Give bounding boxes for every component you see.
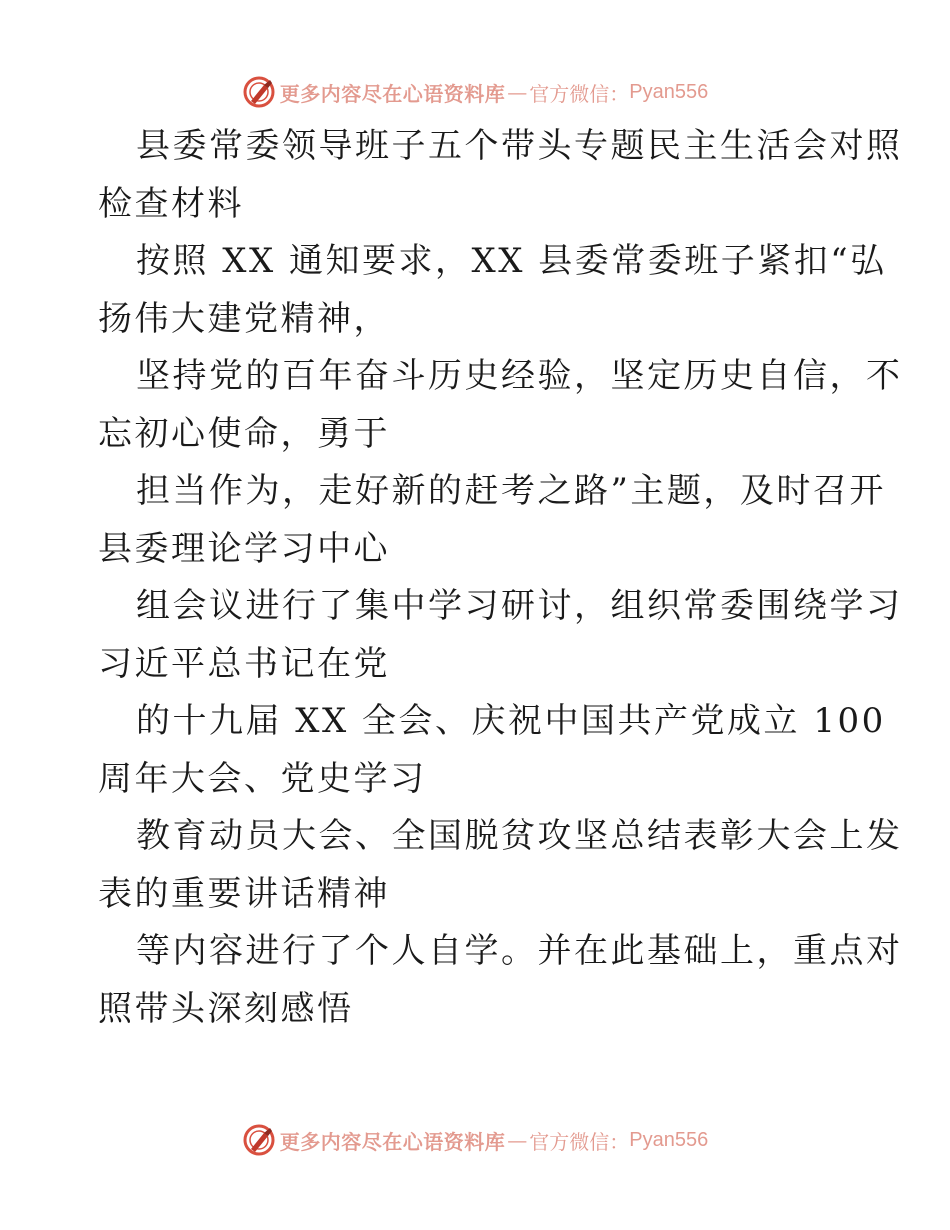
document-line: 照带头深刻感悟 <box>98 988 354 1029</box>
document-line: 教育动员大会、全国脱贫攻坚总结表彰大会上发 <box>136 816 903 856</box>
document-line: 扬伟大建党精神， <box>98 298 390 339</box>
header-wechat-label: 官方微信： <box>529 81 630 106</box>
document-line: 周年大会、党史学习 <box>98 758 427 799</box>
document-line: 等内容进行了个人自学。并在此基础上，重点对 <box>136 931 903 971</box>
document-body <box>98 118 903 1038</box>
document-line: 表的重要讲话精神 <box>98 873 390 914</box>
document-line: 习近平总书记在党 <box>98 643 390 684</box>
document-line: 的十九届 XX 全会、庆祝中国共产党成立 100 <box>136 701 886 741</box>
document-line: 县委理论学习中心 <box>98 528 390 569</box>
header-brand-text: 更多内容尽在心语资料库 <box>279 81 506 106</box>
footer-wechat-label: 官方微信： <box>529 1129 630 1154</box>
pen-nib-seal-icon <box>242 75 276 109</box>
document-line: 忘初心使命，勇于 <box>98 413 390 454</box>
header-wechat-id: Pyan556 <box>629 80 709 103</box>
footer-banner <box>0 1120 950 1160</box>
footer-wechat-id: Pyan556 <box>629 1128 709 1151</box>
document-line: 坚持党的百年奋斗历史经验，坚定历史自信，不 <box>136 356 903 396</box>
document-line: 组会议进行了集中学习研讨，组织常委围绕学习 <box>136 586 903 626</box>
header-banner <box>0 72 950 112</box>
pen-nib-seal-icon <box>242 1123 276 1157</box>
footer-separator: — <box>507 1128 528 1152</box>
header-separator: — <box>507 80 528 104</box>
document-line: 检查材料 <box>98 183 244 224</box>
document-line: 担当作为，走好新的赶考之路”主题，及时召开 <box>136 471 886 511</box>
document-line: 按照 XX 通知要求，XX 县委常委班子紧扣“弘 <box>136 241 887 281</box>
footer-brand-text: 更多内容尽在心语资料库 <box>279 1129 506 1154</box>
document-line: 县委常委领导班子五个带头专题民主生活会对照 <box>136 126 903 166</box>
